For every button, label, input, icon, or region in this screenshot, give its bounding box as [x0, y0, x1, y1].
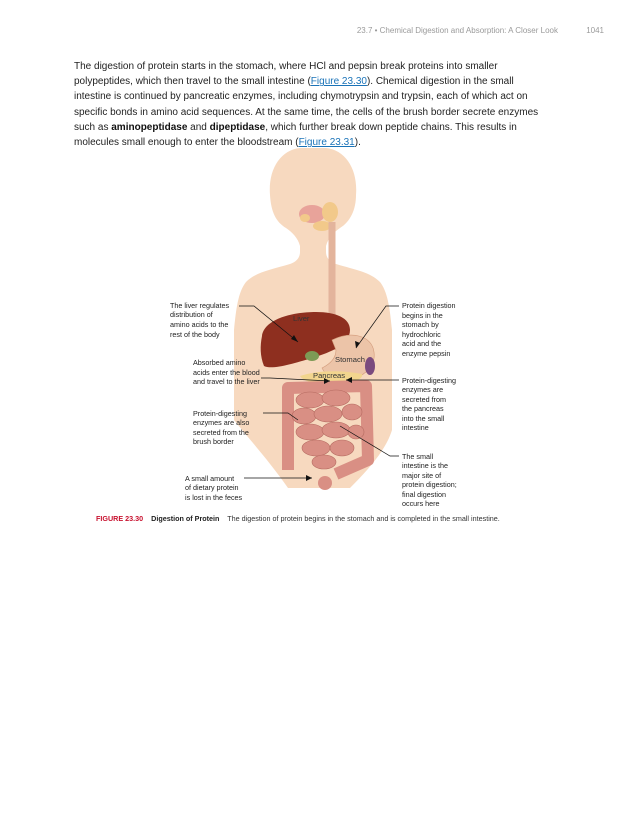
figure-23-31-link[interactable]: Figure 23.31	[298, 137, 355, 149]
label-pancreas-enzymes: Protein-digesting enzymes are secreted from the pancreas into the small intestine	[402, 376, 456, 432]
label-brush-border: Protein-digesting enzymes are also secreted from the brush border	[193, 409, 250, 446]
figure-caption-text: The digestion of protein begins in the stomach and is completed in the small intestine.	[227, 514, 500, 523]
figure-caption	[96, 514, 576, 523]
paragraph-text: The digestion of protein starts in the stomach, where HCl and pepsin break proteins into smaller polypeptides, which then travel to the small intestine (	[74, 61, 498, 88]
label-stomach-digestion: Protein digestion begins in the stomach by hydrochloric acid and the enzyme pepsin	[402, 301, 456, 358]
paragraph-text: ). Chemical digestion in the small intestine is continued by pancreatic enzymes, including chymotrypsin and trypsin, each of which act on specific bonds in amino acid sequences. At the same time, the cells of the brush border secrete enzymes such as	[74, 76, 539, 133]
label-feces: A small amount of dietary protein is lost in the feces	[185, 474, 243, 502]
term-dipeptidase: dipeptidase	[209, 121, 266, 133]
figure-number: FIGURE 23.30	[96, 514, 144, 523]
term-aminopeptidase: aminopeptidase	[111, 121, 188, 133]
figure-23-30-link[interactable]: Figure 23.30	[310, 76, 367, 88]
page-number: 1041	[586, 26, 604, 35]
paragraph-text: and	[187, 121, 210, 133]
organ-label-stomach: Stomach	[335, 355, 365, 364]
paragraph-text: ).	[354, 137, 361, 149]
figure-title: Digestion of Protein	[151, 514, 220, 523]
label-absorbed-amino-acids: Absorbed amino acids enter the blood and travel to the liver	[193, 358, 260, 386]
paragraph-text: , which further break down peptide chains. This results in molecules small enough to enter the bloodstream (	[74, 121, 517, 149]
label-liver-regulates: The liver regulates distribution of amino acids to the rest of the body	[170, 301, 230, 339]
rectum	[318, 476, 332, 490]
gallbladder	[305, 351, 319, 361]
section-title: 23.7 • Chemical Digestion and Absorption: A Closer Look	[356, 26, 558, 35]
spleen	[365, 357, 375, 375]
organ-label-liver: Liver	[293, 314, 310, 323]
label-small-intestine: The small intestine is the major site of protein digestion; final digestion occurs here	[402, 452, 457, 508]
organ-label-pancreas: Pancreas	[313, 371, 346, 380]
